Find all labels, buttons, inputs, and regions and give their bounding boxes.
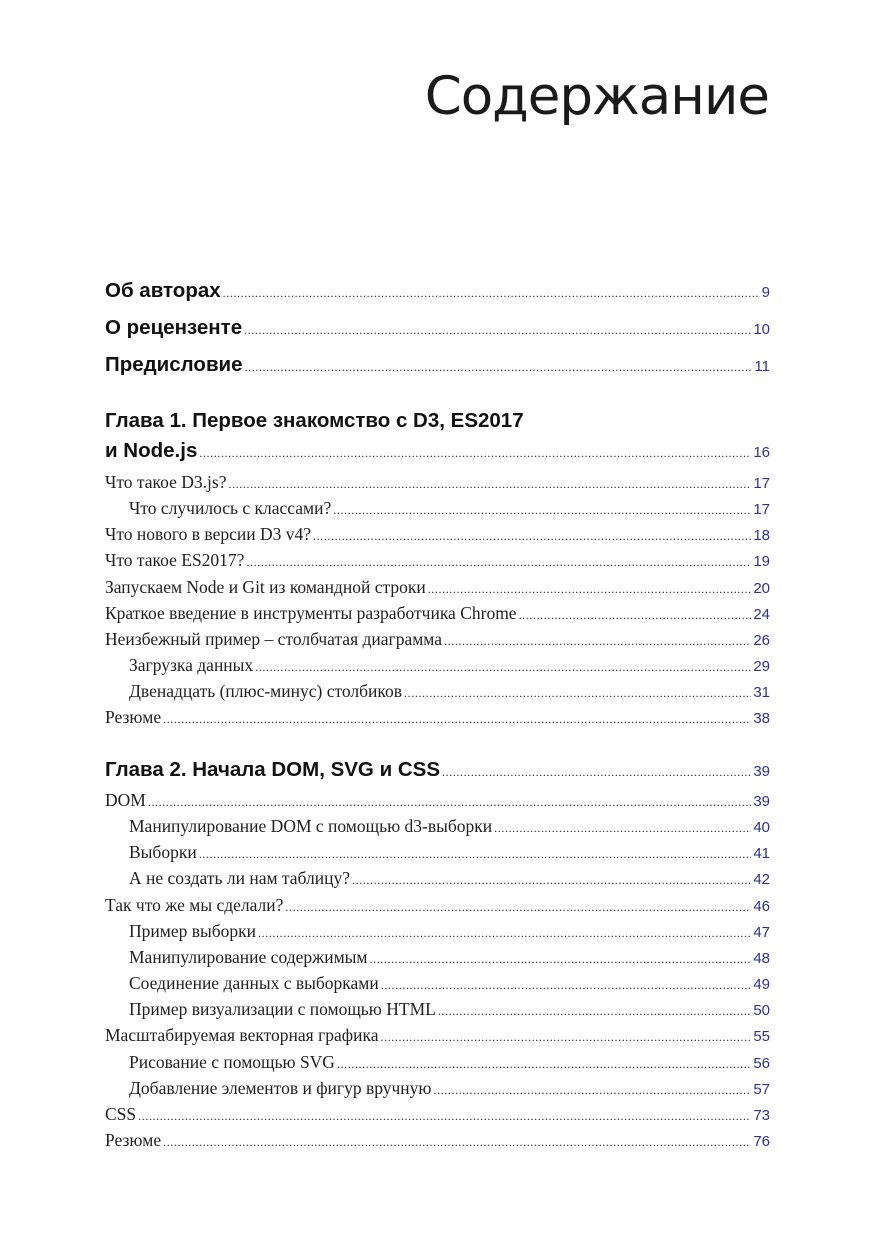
toc-entry-title: Добавление элементов и фигур вручную [129,1078,432,1098]
dot-leader [333,503,751,518]
dot-leader [223,286,760,301]
dot-leader [494,821,751,836]
dot-leader [258,926,751,941]
toc-page-number: 48 [753,950,770,967]
toc-entry[interactable] [105,868,770,889]
toc-page-number: 56 [753,1055,770,1072]
dot-leader [163,1135,751,1150]
toc-entry[interactable] [105,895,770,916]
toc-page-number: 10 [753,321,770,338]
dot-leader [404,686,751,701]
dot-leader [434,1083,752,1098]
toc-page-number: 73 [753,1107,770,1124]
toc-entry-title: Загрузка данных [129,655,254,675]
toc-entry[interactable] [105,1130,770,1151]
toc-page-number: 17 [753,501,770,518]
toc-entry-title: Резюме [105,1130,162,1150]
page-title: Содержание [424,66,769,127]
toc-page-number: 49 [753,976,770,993]
toc-entry[interactable] [105,999,770,1020]
toc-page-number: 20 [753,580,770,597]
toc-entry-title: А не создать ли нам таблицу? [129,868,350,888]
toc-entry-title: Так что же мы сделали? [105,895,284,915]
toc-entry-title: Пример выборки [129,921,257,941]
dot-leader [369,952,751,967]
toc-page-number: 55 [753,1028,770,1045]
toc-page-number: 26 [753,632,770,649]
toc-entry[interactable] [105,707,770,728]
toc-page-number: 24 [753,606,770,623]
dot-leader [337,1057,751,1072]
toc-entry-title: DOM [105,790,146,810]
dot-leader [352,873,751,888]
toc-entry-title: Соединение данных с выборками [129,973,379,993]
toc-entry[interactable] [105,1025,770,1046]
toc-entry[interactable] [105,947,770,968]
toc-page-number: 38 [753,710,770,727]
toc-entry-title: Манипулирование содержимым [129,947,368,967]
toc-entry-preface[interactable] [105,353,770,377]
toc-page-number: 50 [753,1002,770,1019]
dot-leader [442,765,751,780]
toc-entry-title: Неизбежный пример – столбчатая диаграмма [105,629,443,649]
toc-page-number: 46 [753,898,770,915]
toc-entry-about-authors[interactable] [105,279,770,303]
toc-entry[interactable] [105,973,770,994]
toc-page-number: 39 [753,763,770,780]
toc-entry-title: Предисловие [105,353,243,376]
dot-leader [148,795,751,810]
toc-entry-title: Что случилось с классами? [129,498,332,518]
dot-leader [244,323,751,338]
dot-leader [381,1030,752,1045]
toc-entry[interactable] [105,577,770,598]
toc-entry[interactable] [105,1052,770,1073]
dot-leader [228,477,751,492]
chapter-1-title-line1[interactable]: Глава 1. Первое знакомство с D3, ES2017 [105,409,524,432]
chapter-1-title-line2: и Node.js [105,439,198,462]
toc-entry-title: Запускаем Node и Git из командной строки [105,577,426,597]
toc-page-number: 11 [754,358,770,375]
toc-entry-title: Пример визуализации с помощью HTML [129,999,436,1019]
toc-entry-title: Рисование с помощью SVG [129,1052,335,1072]
dot-leader [428,582,752,597]
dot-leader [163,712,751,727]
toc-page-number: 17 [753,475,770,492]
dot-leader [381,978,752,993]
toc-entry-title: Выборки [129,842,197,862]
toc-entry[interactable] [105,1104,770,1125]
dot-leader [444,634,751,649]
toc-page-number: 31 [753,684,770,701]
toc-entry[interactable] [105,550,770,571]
toc-entry-title: Краткое введение в инструменты разработчика Chrome [105,603,517,623]
toc-entry-title: Резюме [105,707,162,727]
toc-entry[interactable] [105,524,770,545]
toc-page-number: 57 [753,1081,770,1098]
toc-entry[interactable] [105,790,770,811]
toc-entry-chapter-1[interactable] [105,439,770,463]
toc-entry[interactable] [105,681,770,702]
dot-leader [313,529,751,544]
toc-entry[interactable] [105,472,770,493]
toc-entry-title: Масштабируемая векторная графика [105,1025,379,1045]
toc-entry-chapter-2[interactable] [105,758,770,782]
dot-leader [199,446,751,461]
toc-entry[interactable] [105,816,770,837]
toc-entry-reviewer[interactable] [105,316,770,340]
dot-leader [138,1109,751,1124]
dot-leader [438,1004,751,1019]
dot-leader [519,608,752,623]
toc-entry[interactable] [105,498,770,519]
toc-entry-title: О рецензенте [105,316,243,339]
toc-page-number: 76 [753,1133,770,1150]
toc-entry-title: CSS [105,1104,137,1124]
toc-entry-title: Двенадцать (плюс-минус) столбиков [129,681,403,701]
toc-page-number: 9 [761,284,770,301]
toc-page-number: 16 [753,444,770,461]
toc-entry-title: Об авторах [105,279,221,302]
toc-entry[interactable] [105,629,770,650]
toc-entry-title: Манипулирование DOM с помощью d3-выборки [129,816,493,836]
toc-page-number: 39 [753,793,770,810]
toc-page-number: 19 [753,553,770,570]
toc-entry-title: Что такое ES2017? [105,550,245,570]
toc-entry-title: Что нового в версии D3 v4? [105,524,312,544]
toc-entry[interactable] [105,655,770,676]
toc-page-number: 40 [753,819,770,836]
toc-entry-title: Что такое D3.js? [105,472,227,492]
dot-leader [255,660,751,675]
toc-entry[interactable] [105,842,770,863]
toc-entry[interactable] [105,1078,770,1099]
chapter-2-title: Глава 2. Начала DOM, SVG и CSS [105,758,441,781]
toc-page-number: 42 [753,871,770,888]
toc-page-number: 47 [753,924,770,941]
dot-leader [285,900,751,915]
toc-page-number: 18 [753,527,770,544]
dot-leader [245,360,753,375]
toc-entry[interactable] [105,603,770,624]
dot-leader [199,847,752,862]
dot-leader [246,555,751,570]
toc-page-number: 29 [753,658,770,675]
toc-page-number: 41 [753,845,770,862]
toc-entry[interactable] [105,921,770,942]
